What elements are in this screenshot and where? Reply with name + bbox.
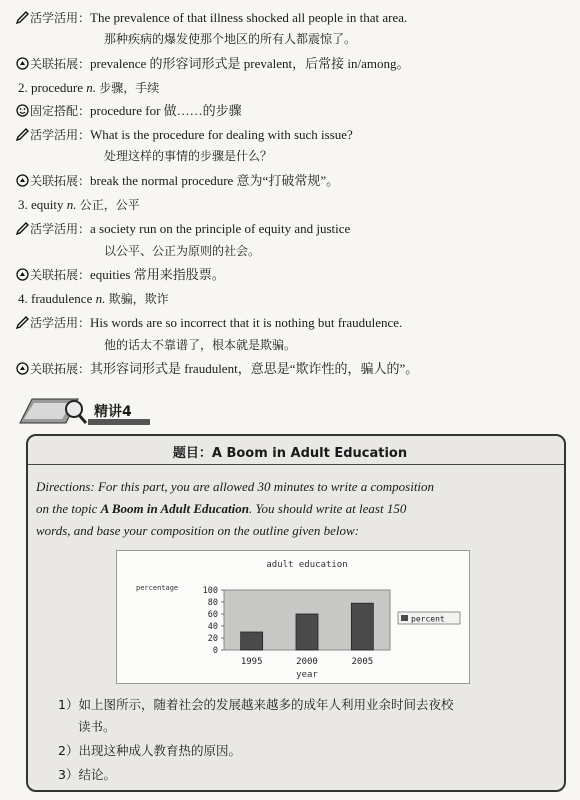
- vocab-num: 4.: [18, 291, 28, 306]
- extension-label: 关联拓展：: [30, 268, 91, 282]
- collocation-label: 固定搭配：: [30, 104, 91, 118]
- legend-swatch: [401, 615, 408, 621]
- usage-en: a society run on the principle of equity and justice: [90, 221, 351, 236]
- outline-item: 2）出现这种成人教育热的原因。: [58, 743, 241, 758]
- x-tick-label: 2000: [296, 657, 318, 667]
- y-tick-label: 100: [202, 586, 218, 596]
- outline-item: 3）结论。: [58, 767, 116, 782]
- bar: [296, 614, 318, 650]
- directions-text: . You should write at least 150: [249, 501, 407, 516]
- extension-line: [16, 361, 568, 377]
- divider: [28, 464, 564, 465]
- x-tick-label: 1995: [240, 657, 263, 667]
- vocab-item: [18, 197, 568, 213]
- legend-label: percent: [411, 614, 445, 624]
- chart-title: adult education: [266, 560, 348, 570]
- y-tick-label: 80: [207, 598, 218, 608]
- vocab-pos: n.: [95, 291, 106, 306]
- vocab-pos: n.: [86, 80, 96, 95]
- vocab-word: equity: [31, 197, 64, 212]
- extension-text: equities 常用来指股票。: [90, 267, 225, 282]
- collocation-text: procedure for 做……的步骤: [90, 103, 242, 118]
- usage-line: [16, 221, 568, 237]
- directions-line: [36, 499, 548, 519]
- pen-icon: [16, 316, 29, 329]
- usage-label: 活学活用：: [30, 128, 91, 142]
- link-circle-icon: [16, 174, 29, 187]
- usage-cn: 那种疾病的爆发使那个地区的所有人都震惊了。: [104, 32, 357, 46]
- directions-topic: A Boom in Adult Education: [100, 501, 249, 516]
- vocab-pos: n.: [66, 197, 77, 212]
- pen-icon: [16, 11, 29, 24]
- usage-label: 活学活用：: [30, 11, 91, 25]
- usage-en: What is the procedure for dealing with such issue?: [90, 127, 353, 142]
- y-axis-label: percentage: [136, 584, 179, 592]
- x-axis-label: year: [296, 670, 318, 680]
- vocab-word: fraudulence: [31, 291, 93, 306]
- outline-item: 1）如上图所示，随着社会的发展越来越多的成年人利用业余时间去夜校: [58, 697, 454, 712]
- extension-line: [16, 267, 568, 283]
- usage-line: [16, 127, 568, 143]
- extension-text: break the normal procedure 意为“打破常规”。: [90, 173, 340, 188]
- topic-title: 题目：A Boom in Adult Education: [172, 446, 408, 461]
- vocab-meaning: 欺骗，欺诈: [108, 292, 169, 306]
- extension-line: [16, 173, 568, 189]
- x-tick-label: 2005: [351, 657, 374, 667]
- directions-line: words, and base your composition on the outline given below:: [36, 523, 360, 538]
- y-tick-label: 0: [212, 646, 218, 656]
- extension-text: prevalence 的形容词形式是 prevalent，后常接 in/among。: [90, 56, 410, 71]
- bar: [351, 603, 373, 650]
- extension-label: 关联拓展：: [30, 362, 91, 376]
- usage-label: 活学活用：: [30, 316, 91, 330]
- extension-label: 关联拓展：: [30, 57, 91, 71]
- smiley-icon: [16, 104, 29, 117]
- y-tick-label: 60: [207, 610, 218, 620]
- bar-chart: [116, 550, 470, 684]
- extension-label: 关联拓展：: [30, 174, 91, 188]
- magnifier-banner-icon: [18, 393, 158, 429]
- vocab-word: procedure: [31, 80, 83, 95]
- outline-item-cont: 读书。: [78, 719, 116, 734]
- y-tick-label: 40: [207, 622, 218, 632]
- usage-cn: 他的话太不靠谱了，根本就是欺骗。: [104, 338, 297, 352]
- usage-en: The prevalence of that illness shocked all people in that area.: [90, 10, 408, 25]
- vocab-num: 3.: [18, 197, 28, 212]
- y-tick-label: 20: [207, 634, 218, 644]
- usage-line: [16, 315, 568, 331]
- usage-en: His words are so incorrect that it is nothing but fraudulence.: [90, 315, 403, 330]
- bar: [241, 632, 263, 650]
- link-circle-icon: [16, 57, 29, 70]
- pen-icon: [16, 128, 29, 141]
- vocab-item: [18, 80, 568, 96]
- usage-line: [16, 10, 568, 26]
- directions-line: Directions: For this part, you are allowed 30 minutes to write a composition: [36, 479, 435, 494]
- usage-cn: 处理这样的事情的步骤是什么？: [104, 149, 273, 163]
- extension-line: [16, 56, 568, 72]
- collocation-line: [16, 103, 568, 119]
- link-circle-icon: [16, 268, 29, 281]
- vocab-item: [18, 291, 568, 307]
- vocab-meaning: 公正，公平: [79, 198, 140, 212]
- pen-icon: [16, 222, 29, 235]
- extension-text: 其形容词形式是 fraudulent，意思是“欺诈性的，骗人的”。: [90, 361, 419, 376]
- vocab-num: 2.: [18, 80, 28, 95]
- usage-cn: 以公平、公正为原则的社会。: [104, 244, 261, 258]
- section-title: 精讲4: [94, 404, 132, 420]
- vocab-meaning: 步骤，手续: [99, 81, 160, 95]
- link-circle-icon: [16, 362, 29, 375]
- directions-text: on the topic: [36, 501, 101, 516]
- usage-label: 活学活用：: [30, 222, 91, 236]
